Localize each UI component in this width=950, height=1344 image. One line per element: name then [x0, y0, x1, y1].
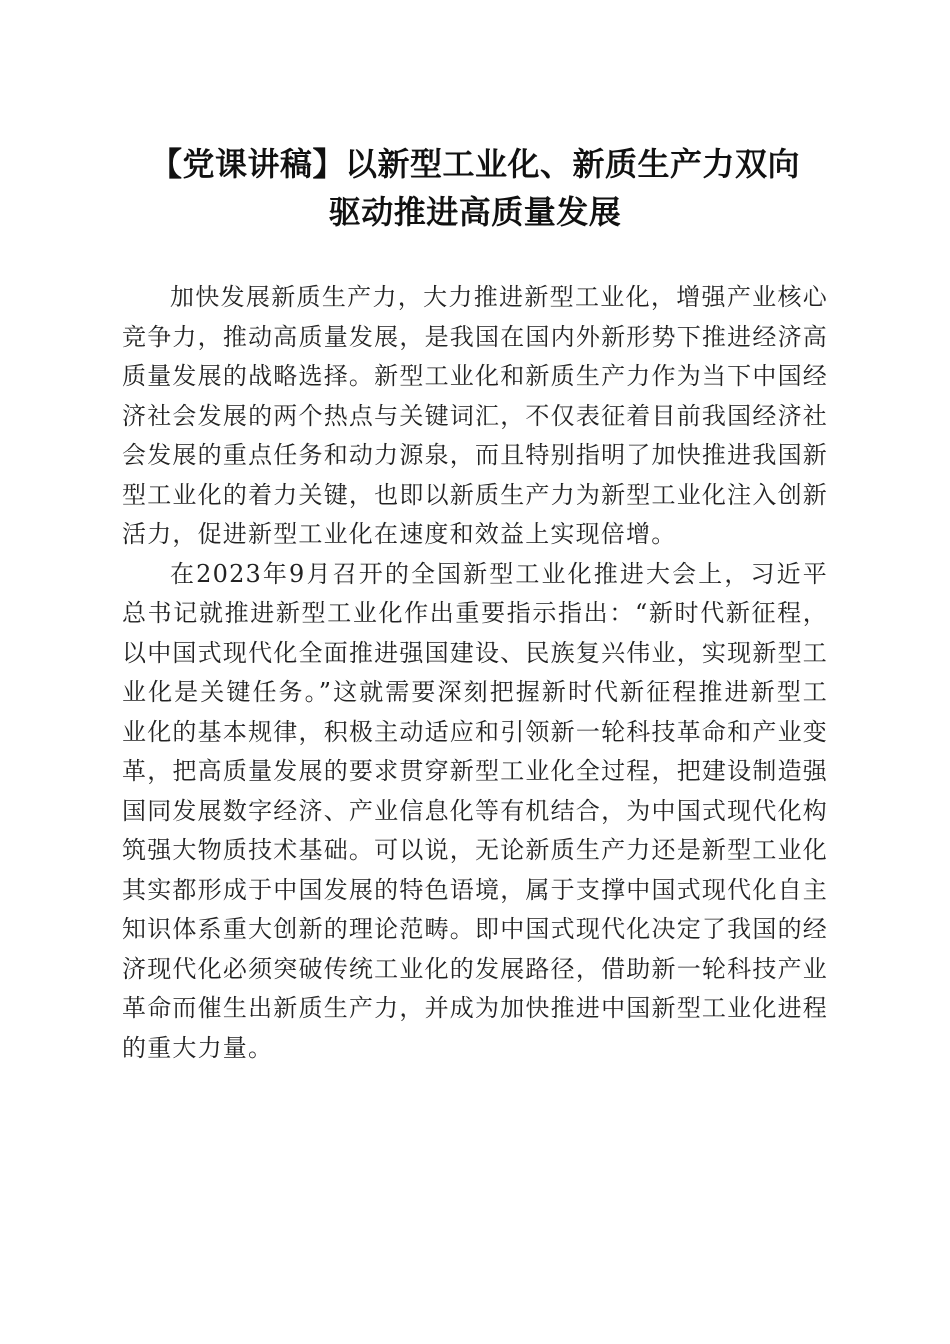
document-title	[120, 140, 830, 236]
paragraph-1: 加快发展新质生产力，大力推进新型工业化，增强产业核心竞争力，推动高质量发展，是我国在国内外新形势下推进经济高质量发展的战略选择。新型工业化和新质生产力作为当下中国经济社会发展的两个热点与关键词汇，不仅表征着目前我国经济社会发展的重点任务和动力源泉，而且特别指明了加快推进我国新型工业化的着力关键，也即以新质生产力为新型工业化注入创新活力，促进新型工业化在速度和效益上实现倍增。	[122, 283, 828, 548]
paragraph-2: 在2023年9月召开的全国新型工业化推进大会上，习近平总书记就推进新型工业化作出重要指示指出：“新时代新征程，以中国式现代化全面推进强国建设、民族复兴伟业，实现新型工业化是关键任务。”这就需要深刻把握新时代新征程推进新型工业化的基本规律，积极主动适应和引领新一轮科技革命和产业变革，把高质量发展的要求贯穿新型工业化全过程，把建设制造强国同发展数字经济、产业信息化等有机结合，为中国式现代化构筑强大物质技术基础。可以说，无论新质生产力还是新型工业化其实都形成于中国发展的特色语境，属于支撑中国式现代化自主知识体系重大创新的理论范畴。即中国式现代化决定了我国的经济现代化必须突破传统工业化的发展路径，借助新一轮科技产业革命而催生出新质生产力，并成为加快推进中国新型工业化进程的重大力量。	[122, 559, 828, 1062]
title-line-1: 【党课讲稿】以新型工业化、新质生产力双向	[149, 145, 800, 183]
document-body	[122, 278, 828, 1068]
title-line-2: 驱动推进高质量发展	[328, 193, 622, 231]
